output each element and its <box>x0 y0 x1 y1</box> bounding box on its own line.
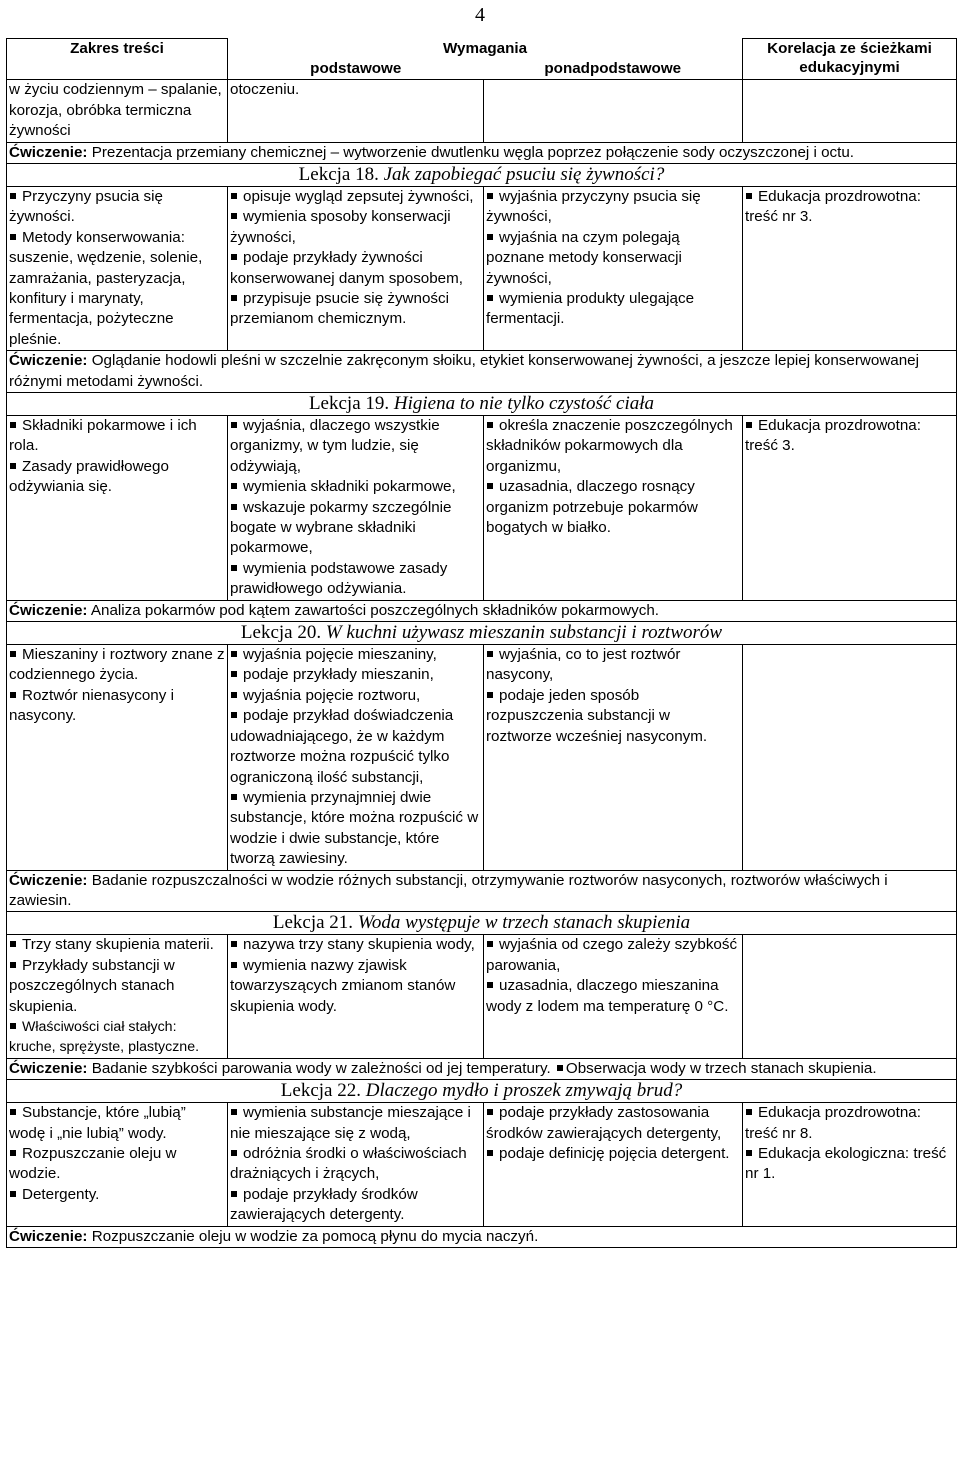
list-item: podaje definicję pojęcia detergent. <box>486 1144 740 1164</box>
list-item: Mieszaniny i roztwory znane z codziennego życia. <box>9 645 225 686</box>
list-item: opisuje wygląd zepsutej żywności, <box>230 187 481 207</box>
exercise-row <box>7 600 957 621</box>
list-item: nazywa trzy stany skupienia wody, <box>230 935 481 955</box>
exercise-label: Ćwiczenie: <box>9 1059 88 1077</box>
list-item: podaje przykłady mieszanin, <box>230 665 481 685</box>
list-item: podaje przykład doświadczenia udowadniającego, że w każdym roztworze można rozpuścić tylko ograniczoną ilość substancji, <box>230 706 481 788</box>
header-scope: Zakres treści <box>7 39 228 80</box>
lesson-21-title: Lekcja 21. Woda występuje w trzech stanach skupienia <box>7 912 957 935</box>
list-item: podaje jeden sposób rozpuszczenia substancji w roztworze wcześniej nasyconym. <box>486 686 740 747</box>
list-item: wskazuje pokarmy szczególnie bogate w wybrane składniki pokarmowe, <box>230 498 481 559</box>
advanced-cell <box>484 186 743 350</box>
exercise-row <box>7 351 957 393</box>
page-number: 4 <box>475 4 485 26</box>
exercise-row <box>7 1058 957 1079</box>
list-item: Przykłady substancji w poszczególnych stanach skupienia. <box>9 956 225 1017</box>
lesson-20-title: Lekcja 20. W kuchni używasz mieszanin substancji i roztworów <box>7 622 957 645</box>
list-item: podaje przykłady środków zawierających detergenty. <box>230 1185 481 1226</box>
list-item: uzasadnia, dlaczego rosnący organizm potrzebuje pokarmów bogatych w białko. <box>486 477 740 538</box>
basic-cell <box>228 186 484 350</box>
curriculum-table <box>6 38 957 1248</box>
lesson-title-row <box>7 393 957 416</box>
list-item: wyjaśnia, dlaczego wszystkie organizmy, w tym ludzie, się odżywiają, <box>230 416 481 477</box>
list-item: wyjaśnia przyczyny psucia się żywności, <box>486 187 740 228</box>
scope-cell: w życiu codziennym – spalanie, korozja, obróbka termiczna żywności <box>7 80 228 142</box>
scope-cell <box>7 186 228 350</box>
basic-cell <box>228 416 484 601</box>
list-item: wyjaśnia na czym polegają poznane metody konserwacji żywności, <box>486 228 740 289</box>
table-row <box>7 186 957 350</box>
list-item: Składniki pokarmowe i ich rola. <box>9 416 225 457</box>
header-advanced: ponadpodstawowe <box>484 59 743 80</box>
basic-cell <box>228 1103 484 1226</box>
advanced-cell <box>484 416 743 601</box>
bullet-icon <box>557 1065 563 1071</box>
scope-cell <box>7 645 228 870</box>
list-item: Edukacja prozdrowotna: treść nr 3. <box>745 187 954 228</box>
correlation-cell <box>743 1103 957 1226</box>
table-row <box>7 80 957 142</box>
table-row <box>7 1103 957 1226</box>
list-item: Właściwości ciał stałych: kruche, sprężyste, plastyczne. <box>9 1017 225 1058</box>
list-item: Trzy stany skupienia materii. <box>9 935 225 955</box>
correlation-cell <box>743 645 957 870</box>
exercise-row <box>7 870 957 912</box>
table-row <box>7 935 957 1058</box>
exercise-label: Ćwiczenie: <box>9 1227 88 1245</box>
basic-cell <box>228 935 484 1058</box>
advanced-cell <box>484 80 743 142</box>
exercise-row <box>7 1226 957 1247</box>
scope-cell <box>7 935 228 1058</box>
exercise-text: Ćwiczenie: Analiza pokarmów pod kątem zawartości poszczególnych składników pokarmowych. <box>7 600 957 621</box>
header-correlation: Korelacja ze ścieżkami edukacyjnymi <box>743 39 957 80</box>
exercise-text: Ćwiczenie: Oglądanie hodowli pleśni w szczelnie zakręconym słoiku, etykiet konserwowanej żywności, a jeszcze lepiej konserwowanej różnymi metodami żywności. <box>7 351 957 393</box>
list-item: wyjaśnia pojęcie roztworu, <box>230 686 481 706</box>
list-item: Metody konserwowania: suszenie, wędzenie, solenie, zamrażania, pasteryzacja, konfitury i marynaty, fermentacja, pożyteczne pleśnie. <box>9 228 225 350</box>
scope-cell <box>7 416 228 601</box>
list-item: Substancje, które „lubią” wodę i „nie lubią” wody. <box>9 1103 225 1144</box>
list-item: Zasady prawidłowego odżywiania się. <box>9 457 225 498</box>
list-item: wymienia przynajmniej dwie substancje, które można rozpuścić w wodzie i dwie substancje, które tworzą zawiesiny. <box>230 788 481 870</box>
list-item: wymienia składniki pokarmowe, <box>230 477 481 497</box>
list-item: odróżnia środki o właściwościach drażniących i żrących, <box>230 1144 481 1185</box>
list-item: określa znaczenie poszczególnych składników pokarmowych dla organizmu, <box>486 416 740 477</box>
scope-cell <box>7 1103 228 1226</box>
advanced-cell <box>484 1103 743 1226</box>
header-requirements: Wymagania <box>228 39 743 59</box>
list-item: przypisuje psucie się żywności przemianom chemicznym. <box>230 289 481 330</box>
exercise-text: Ćwiczenie: Badanie szybkości parowania wody w zależności od jej temperatury. Obserwacja wody w trzech stanach skupienia. <box>7 1058 957 1079</box>
list-item: Edukacja prozdrowotna: treść 3. <box>745 416 954 457</box>
list-item: wyjaśnia, co to jest roztwór nasycony, <box>486 645 740 686</box>
exercise-text: Ćwiczenie: Badanie rozpuszczalności w wodzie różnych substancji, otrzymywanie roztworów nasyconych, roztworów właściwych i zawiesin. <box>7 870 957 912</box>
lesson-title-row <box>7 1080 957 1103</box>
list-item: wymienia substancje mieszające i nie mieszające się z wodą, <box>230 1103 481 1144</box>
exercise-row <box>7 142 957 163</box>
exercise-text: Ćwiczenie: Prezentacja przemiany chemicznej – wytworzenie dwutlenku węgla poprzez połączenie sody oczyszczonej i octu. <box>7 142 957 163</box>
list-item: podaje przykłady zastosowania środków zawierających detergenty, <box>486 1103 740 1144</box>
list-item: Edukacja prozdrowotna: treść nr 8. <box>745 1103 954 1144</box>
correlation-cell <box>743 186 957 350</box>
list-item: uzasadnia, dlaczego mieszanina wody z lodem ma temperaturę 0 °C. <box>486 976 740 1017</box>
exercise-label: Ćwiczenie: <box>9 143 88 161</box>
exercise-text: Ćwiczenie: Rozpuszczanie oleju w wodzie za pomocą płynu do mycia naczyń. <box>7 1226 957 1247</box>
exercise-label: Ćwiczenie: <box>9 352 88 370</box>
list-item: wymienia produkty ulegające fermentacji. <box>486 289 740 330</box>
list-item: wymienia nazwy zjawisk towarzyszących zmianom stanów skupienia wody. <box>230 956 481 1017</box>
lesson-19-title: Lekcja 19. Higiena to nie tylko czystość ciała <box>7 393 957 416</box>
list-item: Detergenty. <box>9 1185 225 1205</box>
table-row <box>7 645 957 870</box>
exercise-label: Ćwiczenie: <box>9 871 88 889</box>
list-item: wyjaśnia pojęcie mieszaniny, <box>230 645 481 665</box>
basic-cell: otoczeniu. <box>228 80 484 142</box>
list-item: wymienia podstawowe zasady prawidłowego odżywiania. <box>230 559 481 600</box>
list-item: wymienia sposoby konserwacji żywności, <box>230 207 481 248</box>
list-item: podaje przykłady żywności konserwowanej danym sposobem, <box>230 248 481 289</box>
lesson-title-row <box>7 163 957 186</box>
lesson-title-row <box>7 912 957 935</box>
list-item: Edukacja ekologiczna: treść nr 1. <box>745 1144 954 1185</box>
table-header-row <box>7 39 957 59</box>
advanced-cell <box>484 645 743 870</box>
lesson-18-title: Lekcja 18. Jak zapobiegać psuciu się żywności? <box>7 163 957 186</box>
table-row <box>7 416 957 601</box>
advanced-cell <box>484 935 743 1058</box>
list-item: wyjaśnia od czego zależy szybkość parowania, <box>486 935 740 976</box>
correlation-cell <box>743 935 957 1058</box>
list-item: Roztwór nienasycony i nasycony. <box>9 686 225 727</box>
list-item: Rozpuszczanie oleju w wodzie. <box>9 1144 225 1185</box>
basic-cell <box>228 645 484 870</box>
list-item: Przyczyny psucia się żywności. <box>9 187 225 228</box>
lesson-22-title: Lekcja 22. Dlaczego mydło i proszek zmywają brud? <box>7 1080 957 1103</box>
correlation-cell <box>743 416 957 601</box>
correlation-cell <box>743 80 957 142</box>
header-basic: podstawowe <box>228 59 484 80</box>
exercise-label: Ćwiczenie: <box>9 601 88 619</box>
lesson-title-row <box>7 622 957 645</box>
